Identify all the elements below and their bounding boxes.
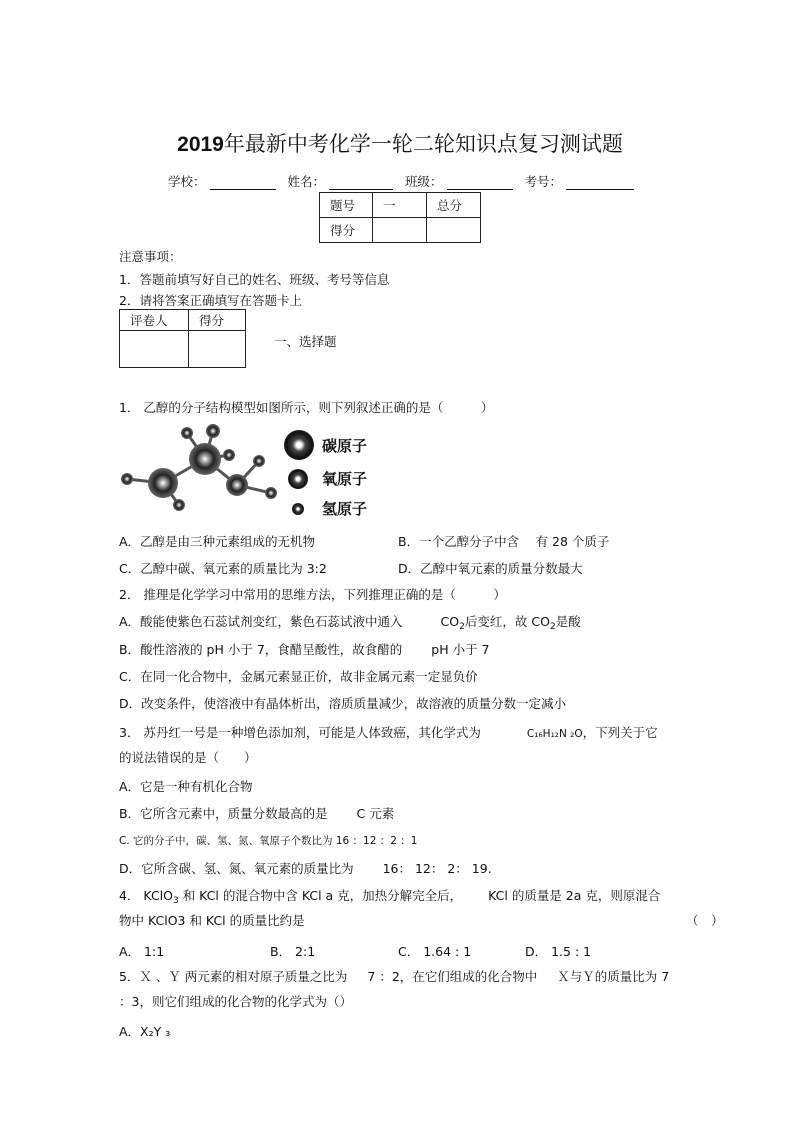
name-field[interactable]: [329, 177, 393, 190]
co2-formula: $CO_2$: [440, 614, 465, 632]
student-info-line: [168, 172, 634, 190]
page-title: [0, 128, 800, 158]
q3-stem-text: 3． 苏丹红一号是一种增色添加剂，可能是人体致癌，其化学式为: [119, 725, 481, 740]
q3-option-c: C. 它的分子中，碳、氢、氮、氧原子个数比为 16 ：12 ：2 ：1: [119, 835, 418, 847]
class-label: 班级：: [405, 174, 443, 189]
q3-stem-line2: 的说法错误的是（ ）: [119, 750, 257, 765]
q4-option-c: C． 1.64 : 1: [398, 944, 472, 959]
legend-hydrogen: [292, 498, 367, 519]
reviewer-cell: 评卷人: [120, 310, 189, 331]
q2-a-text: 是酸: [555, 614, 581, 629]
exam-no-label: 考号：: [524, 174, 563, 189]
score-input-cell[interactable]: [427, 218, 481, 243]
q3-formula: C₁₆H₁₂N ₂O: [526, 728, 583, 740]
oxygen-ball-icon: [288, 469, 308, 489]
q5-stem-line2: ：3，则它们组成的化合物的化学式为（）: [119, 994, 352, 1009]
q5-stem-line1: [119, 967, 669, 985]
exam-no-field[interactable]: [566, 177, 634, 190]
q1-option-a: A．乙醇是由三种元素组成的无机物: [119, 534, 316, 549]
co2-formula: $CO_2$: [531, 614, 556, 632]
score-input-cell[interactable]: [373, 218, 427, 243]
score-table: [319, 192, 481, 243]
notes-item: 2．请将答案正确填写在答题卡上: [119, 293, 302, 308]
q4-stem-text: KCl 的质量是 2a 克，则原混合: [488, 888, 661, 903]
ethanol-molecule-diagram: [119, 421, 281, 517]
q4-stem-line2: 物中 KClO3 和 KCl 的质量比约是: [119, 913, 305, 928]
q2-option-a: [119, 612, 581, 632]
notes-item: 1．答题前填写好自己的姓名、班级、考号等信息: [119, 272, 390, 287]
q4-option-a: A． 1:1: [119, 944, 165, 959]
q4-stem-line1: [119, 886, 660, 906]
school-label: 学校：: [168, 174, 206, 189]
q3-stem-line1: [119, 723, 658, 741]
q5-stem-text: Ｘ与Ｙ的质量比为 7: [557, 969, 670, 984]
class-field[interactable]: [447, 177, 513, 190]
title-text: 年最新中考化学一轮二轮知识点复习测试题: [223, 132, 623, 156]
q5-option-a: A．X₂Y ₃: [119, 1024, 171, 1039]
q3-option-d: D．它所含碳、氢、氮、氧元素的质量比为 16： 12： 2： 19.: [119, 861, 492, 876]
q1-stem: 1． 乙醇的分子结构模型如图所示，则下列叙述正确的是（ ）: [119, 400, 494, 415]
q2-option-c: C．在同一化合物中，金属元素显正价，故非金属元素一定显负价: [119, 669, 478, 684]
q5-stem-text: 5．Ｘ 、Ｙ 两元素的相对原子质量之比为: [119, 969, 348, 984]
reviewer-input-cell[interactable]: [120, 331, 189, 368]
legend-oxygen: [288, 468, 367, 489]
name-label: 姓名：: [287, 174, 326, 189]
q4-stem-text: 和 KCl 的混合物中含 KCl a 克，加热分解完全后，: [178, 888, 463, 903]
score-table-cell: 题号: [320, 193, 373, 218]
q3-option-a: A．它是一种有机化合物: [119, 779, 253, 794]
q2-option-b: B．酸性溶液的 pH 小于 7，食醋呈酸性，故食醋的 pH 小于 7: [119, 642, 490, 657]
score-table-cell: 一: [373, 193, 427, 218]
q1-option-c: C．乙醇中碳、氧元素的质量比为 3:2: [119, 561, 327, 576]
hydrogen-ball-icon: [292, 503, 304, 515]
q2-a-text: 后变红，故: [464, 614, 528, 629]
q4-answer-paren: （ ）: [686, 913, 724, 928]
q3-stem-text: ，下列关于它: [582, 725, 658, 740]
title-year: 2019: [177, 133, 224, 156]
score-table-cell: 总分: [427, 193, 481, 218]
q5-stem-text: 7 ：2，在它们组成的化合物中: [367, 969, 538, 984]
carbon-ball-icon: [284, 430, 314, 460]
q1-option-d: D．乙醇中氧元素的质量分数最大: [398, 561, 583, 576]
legend-hydrogen-label: 氢原子: [322, 500, 368, 518]
legend-carbon: [284, 430, 367, 460]
school-field[interactable]: [210, 177, 276, 190]
reviewer-table: [119, 309, 246, 368]
notes-heading: 注意事项：: [119, 249, 182, 264]
q3-option-b: B．它所含元素中，质量分数最高的是 C 元素: [119, 806, 395, 821]
legend-oxygen-label: 氧原子: [322, 470, 368, 488]
q2-option-d: D．改变条件，使溶液中有晶体析出，溶质质量减少，故溶液的质量分数一定减小: [119, 696, 567, 711]
q4-option-b: B． 2:1: [270, 944, 316, 959]
score-table-cell: 得分: [320, 218, 373, 243]
q4-stem-text: 4． KClO: [119, 888, 173, 903]
q2-a-text: A．酸能使紫色石蕊试剂变红，紫色石蕊试液中通入: [119, 614, 403, 629]
q4-option-d: D． 1.5 : 1: [525, 944, 592, 959]
section-heading: 一、选择题: [274, 334, 337, 349]
legend-carbon-label: 碳原子: [322, 436, 368, 455]
reviewer-cell: 得分: [189, 310, 246, 331]
q4-subscript: 3: [172, 896, 179, 906]
q2-stem: 2． 推理是化学学习中常用的思维方法，下列推理正确的是（ ）: [119, 587, 506, 602]
q1-option-b: B．一个乙醇分子中含 有 28 个质子: [398, 534, 610, 549]
reviewer-input-cell[interactable]: [189, 331, 246, 368]
